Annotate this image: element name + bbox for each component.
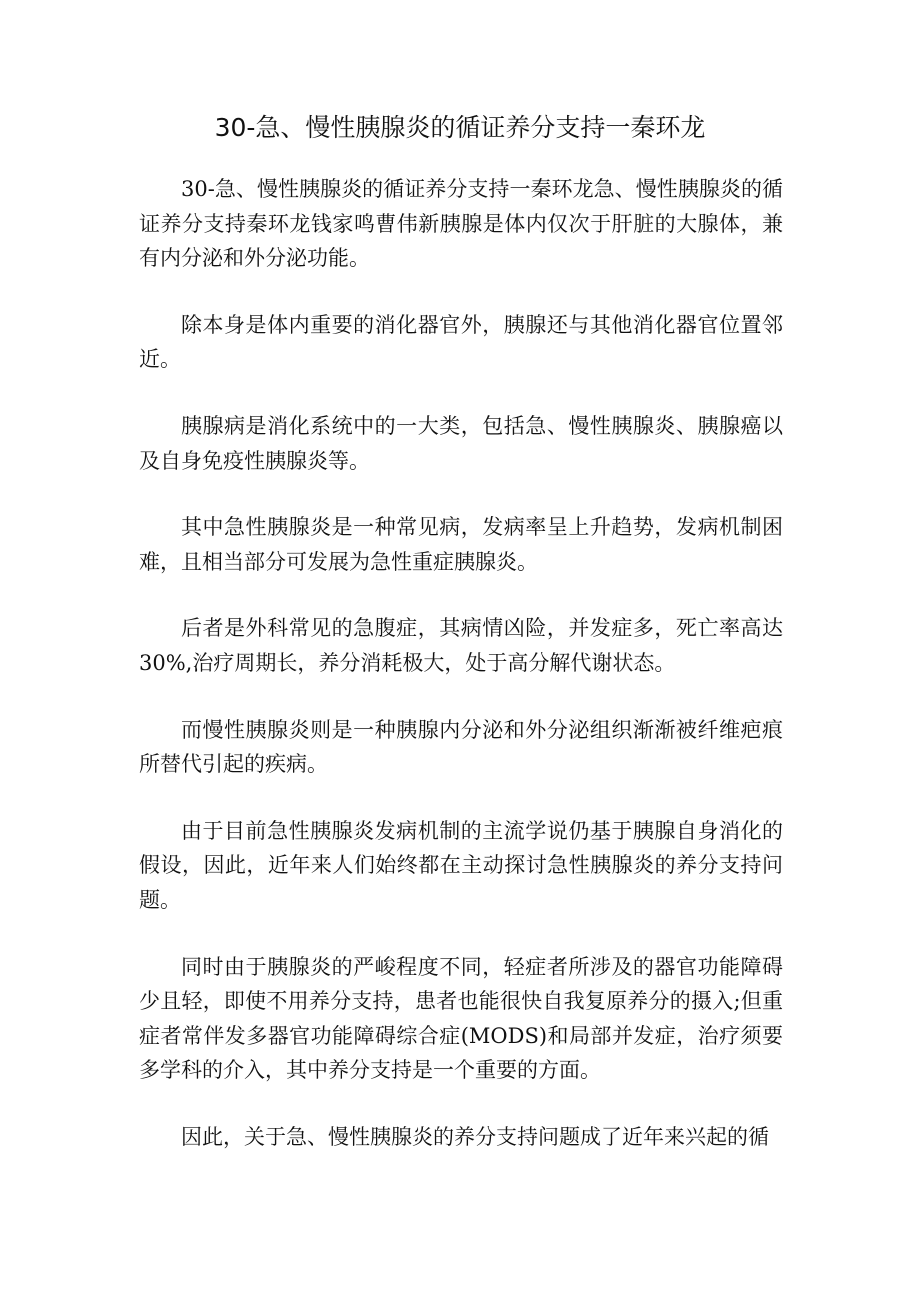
paragraph: 30-急、慢性胰腺炎的循证养分支持一秦环龙急、慢性胰腺炎的循证养分支持秦环龙钱家鸣曹伟新胰腺是体内仅次于肝脏的大腺体，兼有内分泌和外分泌功能。 (139, 177, 783, 271)
paragraph: 因此，关于急、慢性胰腺炎的养分支持问题成了近年来兴起的循 (181, 1124, 769, 1149)
paragraph: 而慢性胰腺炎则是一种胰腺内分泌和外分泌组织渐渐被纤维疤痕所替代引起的疾病。 (139, 717, 783, 777)
paragraph: 胰腺病是消化系统中的一大类，包括急、慢性胰腺炎、胰腺癌以及自身免疫性胰腺炎等。 (139, 413, 783, 473)
paragraph: 除本身是体内重要的消化器官外，胰腺还与其他消化器官位置邻近。 (139, 312, 783, 372)
document-body (139, 172, 783, 1186)
paragraph: 同时由于胰腺炎的严峻程度不同，轻症者所涉及的器官功能障碍少且轻，即使不用养分支持，患者也能很快自我复原养分的摄入;但重症者常伴发多器官功能障碍综合症(MODS)和局部并发症，治疗须要多学科的介入，其中养分支持是一个重要的方面。 (139, 954, 783, 1083)
paragraph: 由于目前急性胰腺炎发病机制的主流学说仍基于胰腺自身消化的假设，因此，近年来人们始终都在主动探讨急性胰腺炎的养分支持问题。 (139, 818, 783, 912)
paragraph: 其中急性胰腺炎是一种常见病，发病率呈上升趋势，发病机制困难，且相当部分可发展为急性重症胰腺炎。 (139, 515, 783, 574)
document-title: 30-急、慢性胰腺炎的循证养分支持一秦环龙 (214, 113, 706, 142)
paragraph: 后者是外科常见的急腹症，其病情凶险，并发症多，死亡率高达30%,治疗周期长，养分消耗极大，处于高分解代谢状态。 (139, 616, 783, 675)
